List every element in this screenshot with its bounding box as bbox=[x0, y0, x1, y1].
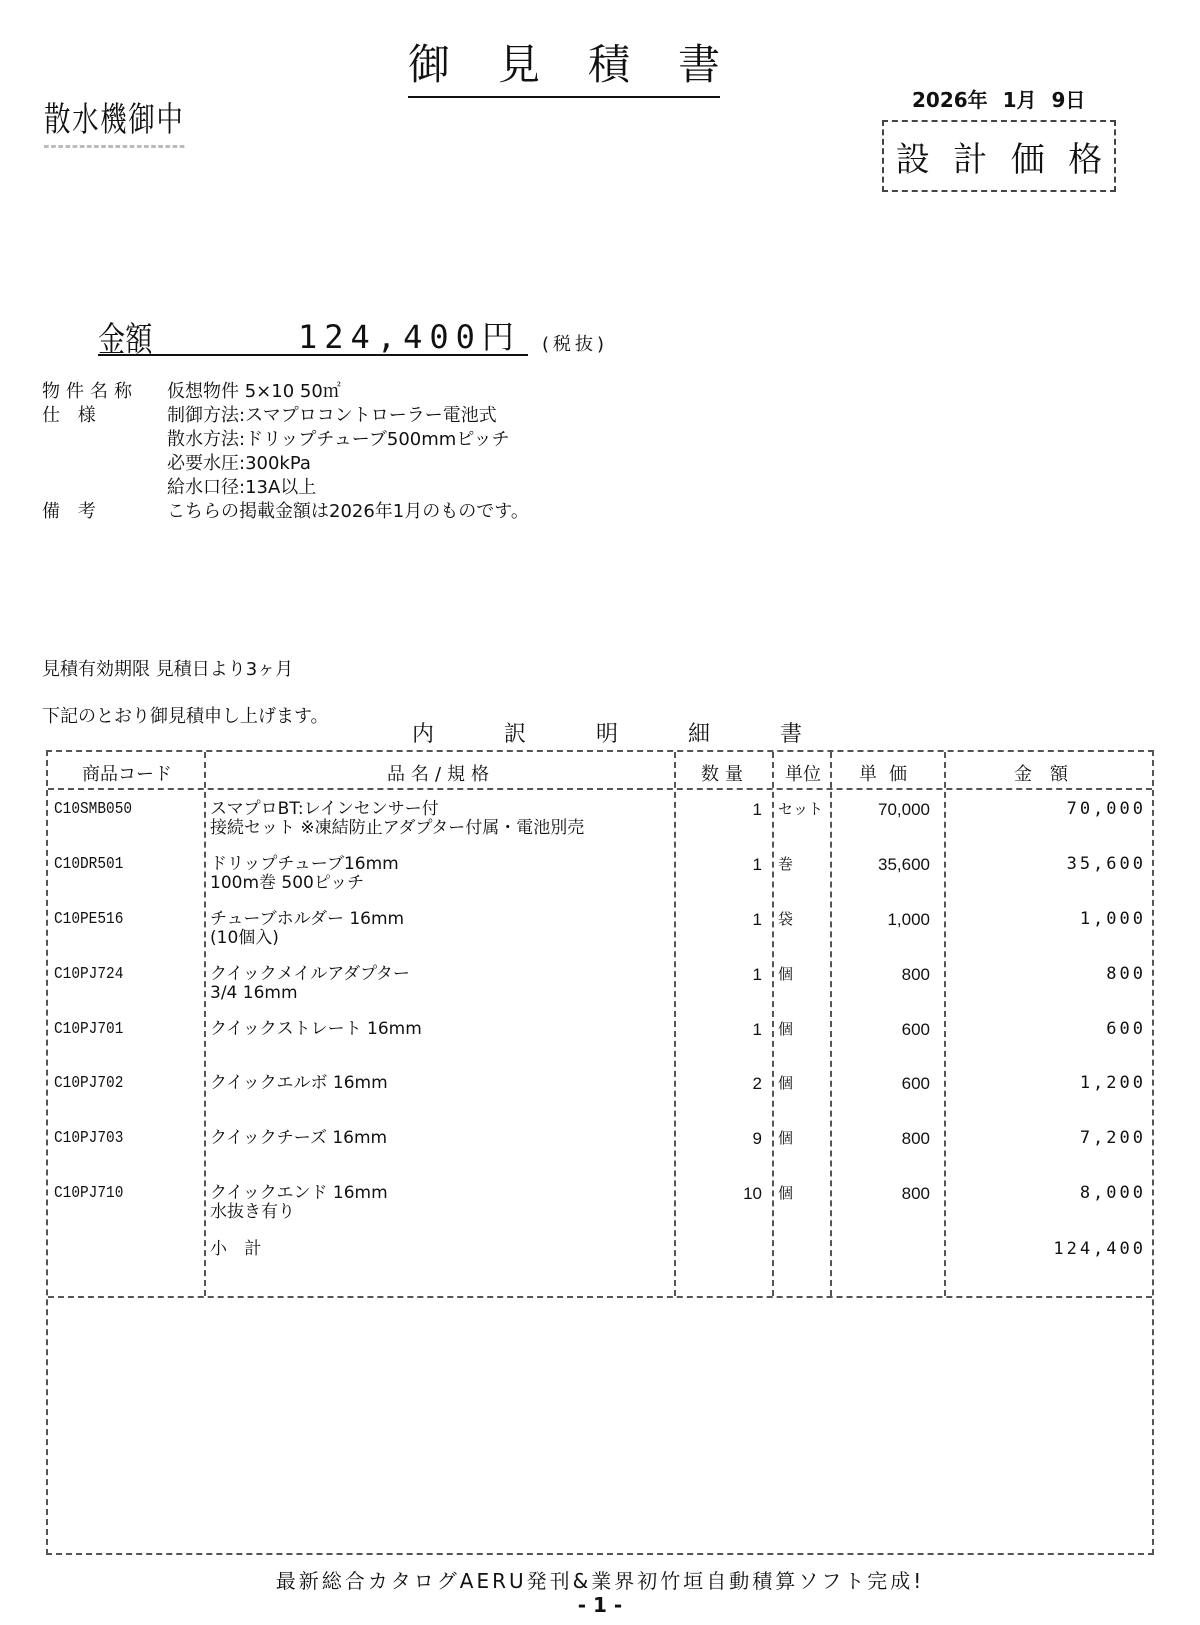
amount-value: 124,400円 bbox=[298, 318, 521, 356]
table-header bbox=[48, 752, 1152, 790]
stamp-char: 価 bbox=[1010, 139, 1045, 180]
validity-period: 見積有効期限 見積日より3ヶ月 bbox=[42, 659, 294, 680]
tax-note: (税抜) bbox=[542, 334, 609, 355]
item-price: 800 bbox=[901, 1129, 930, 1148]
title-char: 御 bbox=[408, 40, 451, 89]
item-amount: 1,200 bbox=[1079, 1073, 1146, 1093]
item-unit: 個 bbox=[778, 1020, 794, 1038]
item-name: クイックエンド 16mm bbox=[210, 1183, 388, 1203]
item-spec: 3/4 16mm bbox=[210, 983, 298, 1003]
footer-note: 最新総合カタログAERU発刊&業界初竹垣自動積算ソフト完成! bbox=[275, 1569, 925, 1593]
item-price: 800 bbox=[901, 1184, 930, 1203]
header-price: 単価 bbox=[859, 764, 919, 785]
stamp-char: 格 bbox=[1068, 139, 1103, 180]
header-qty: 数量 bbox=[701, 764, 749, 785]
column-divider bbox=[204, 752, 206, 1296]
item-amount: 8,000 bbox=[1079, 1183, 1146, 1203]
stamp-char: 設 bbox=[895, 139, 930, 180]
item-qty: 9 bbox=[752, 1129, 762, 1148]
subtitle-char: 書 bbox=[779, 722, 802, 747]
item-amount: 600 bbox=[1106, 1019, 1146, 1039]
property-info bbox=[42, 380, 529, 524]
item-name: チューブホルダー 16mm bbox=[210, 909, 405, 929]
item-qty: 2 bbox=[752, 1074, 762, 1093]
item-qty: 10 bbox=[743, 1184, 762, 1203]
column-divider bbox=[772, 752, 774, 1296]
item-unit: 巻 bbox=[778, 855, 794, 873]
item-spec: 水抜き有り bbox=[210, 1202, 295, 1222]
issue-date: 2026年 1月 9日 bbox=[912, 88, 1086, 112]
stamp-char: 計 bbox=[953, 139, 988, 180]
property-row: 散水方法:ドリップチューブ500mmピッチ bbox=[167, 429, 510, 450]
item-amount: 1,000 bbox=[1079, 909, 1146, 929]
estimate-table bbox=[46, 750, 1154, 1555]
property-row: 備 考 こちらの掲載金額は2026年1月のものです。 bbox=[42, 501, 529, 522]
item-code: C10PJ701 bbox=[54, 1020, 124, 1039]
item-spec: 接続セット ※凍結防止アダプター付属・電池別売 bbox=[210, 818, 585, 838]
items-end-line bbox=[48, 1296, 1152, 1298]
subtitle-char: 訳 bbox=[503, 722, 526, 747]
property-row: 必要水圧:300kPa bbox=[167, 453, 311, 474]
item-amount: 800 bbox=[1106, 964, 1146, 984]
item-price: 800 bbox=[901, 965, 930, 984]
subtitle-char: 内 bbox=[412, 722, 435, 747]
item-name: スマプロBT:レインセンサー付 bbox=[210, 799, 439, 819]
item-name: クイックメイルアダプター bbox=[210, 964, 410, 984]
item-name: クイックエルボ 16mm bbox=[210, 1073, 388, 1093]
greeting: 下記のとおり御見積申し上げます。 bbox=[42, 706, 329, 727]
header-unit: 単位 bbox=[785, 764, 821, 785]
header-name: 品名/規格 bbox=[386, 764, 496, 785]
item-price: 600 bbox=[901, 1074, 930, 1093]
item-unit: 個 bbox=[778, 965, 794, 983]
subtotal-amount: 124,400 bbox=[1053, 1239, 1146, 1259]
property-row: 給水口径:13A以上 bbox=[167, 477, 317, 498]
item-price: 600 bbox=[901, 1020, 930, 1039]
item-qty: 1 bbox=[752, 800, 762, 819]
item-unit: セット bbox=[778, 800, 824, 818]
item-price: 35,600 bbox=[878, 855, 930, 874]
item-code: C10PJ710 bbox=[54, 1184, 124, 1203]
total-amount bbox=[98, 312, 528, 360]
item-spec: 100m巻 500ピッチ bbox=[210, 873, 365, 893]
item-spec: (10個入) bbox=[210, 928, 279, 948]
design-price-stamp bbox=[882, 120, 1116, 192]
amount-label: 金額 bbox=[98, 320, 153, 360]
breakdown-title bbox=[412, 717, 802, 748]
subtitle-char: 明 bbox=[595, 722, 618, 747]
item-unit: 個 bbox=[778, 1184, 794, 1202]
item-qty: 1 bbox=[752, 1020, 762, 1039]
item-qty: 1 bbox=[752, 855, 762, 874]
title-char: 見 bbox=[497, 40, 540, 89]
item-name: ドリップチューブ16mm bbox=[210, 854, 399, 874]
property-row: 仕 様 制御方法:スマプロコントローラー電池式 bbox=[42, 405, 497, 426]
title-char: 積 bbox=[587, 40, 630, 89]
item-amount: 7,200 bbox=[1079, 1128, 1146, 1148]
item-unit: 個 bbox=[778, 1074, 794, 1092]
item-unit: 袋 bbox=[778, 910, 794, 928]
item-amount: 70,000 bbox=[1066, 799, 1146, 819]
item-name: クイックストレート 16mm bbox=[210, 1019, 422, 1039]
item-code: C10PJ724 bbox=[54, 965, 124, 984]
property-row: 物件名称 仮想物件 5×10 50㎡ bbox=[42, 381, 341, 402]
item-unit: 個 bbox=[778, 1129, 794, 1147]
subtotal-label: 小 計 bbox=[210, 1239, 268, 1259]
item-price: 1,000 bbox=[887, 910, 930, 929]
item-code: C10PJ703 bbox=[54, 1129, 124, 1148]
subtitle-char: 細 bbox=[687, 722, 710, 747]
item-amount: 35,600 bbox=[1066, 854, 1146, 874]
item-code: C10SMB050 bbox=[54, 800, 133, 819]
item-qty: 1 bbox=[752, 910, 762, 929]
item-qty: 1 bbox=[752, 965, 762, 984]
header-code: 商品コード bbox=[82, 764, 172, 785]
item-name: クイックチーズ 16mm bbox=[210, 1128, 388, 1148]
title-char: 書 bbox=[677, 40, 720, 89]
page-number: - 1 - bbox=[577, 1593, 623, 1617]
header-amount: 金額 bbox=[1014, 764, 1086, 785]
item-code: C10DR501 bbox=[54, 855, 124, 874]
document-title bbox=[408, 32, 720, 98]
item-price: 70,000 bbox=[878, 800, 930, 819]
item-code: C10PJ702 bbox=[54, 1074, 124, 1093]
recipient: 散水機御中 bbox=[44, 92, 184, 148]
item-code: C10PE516 bbox=[54, 910, 124, 929]
